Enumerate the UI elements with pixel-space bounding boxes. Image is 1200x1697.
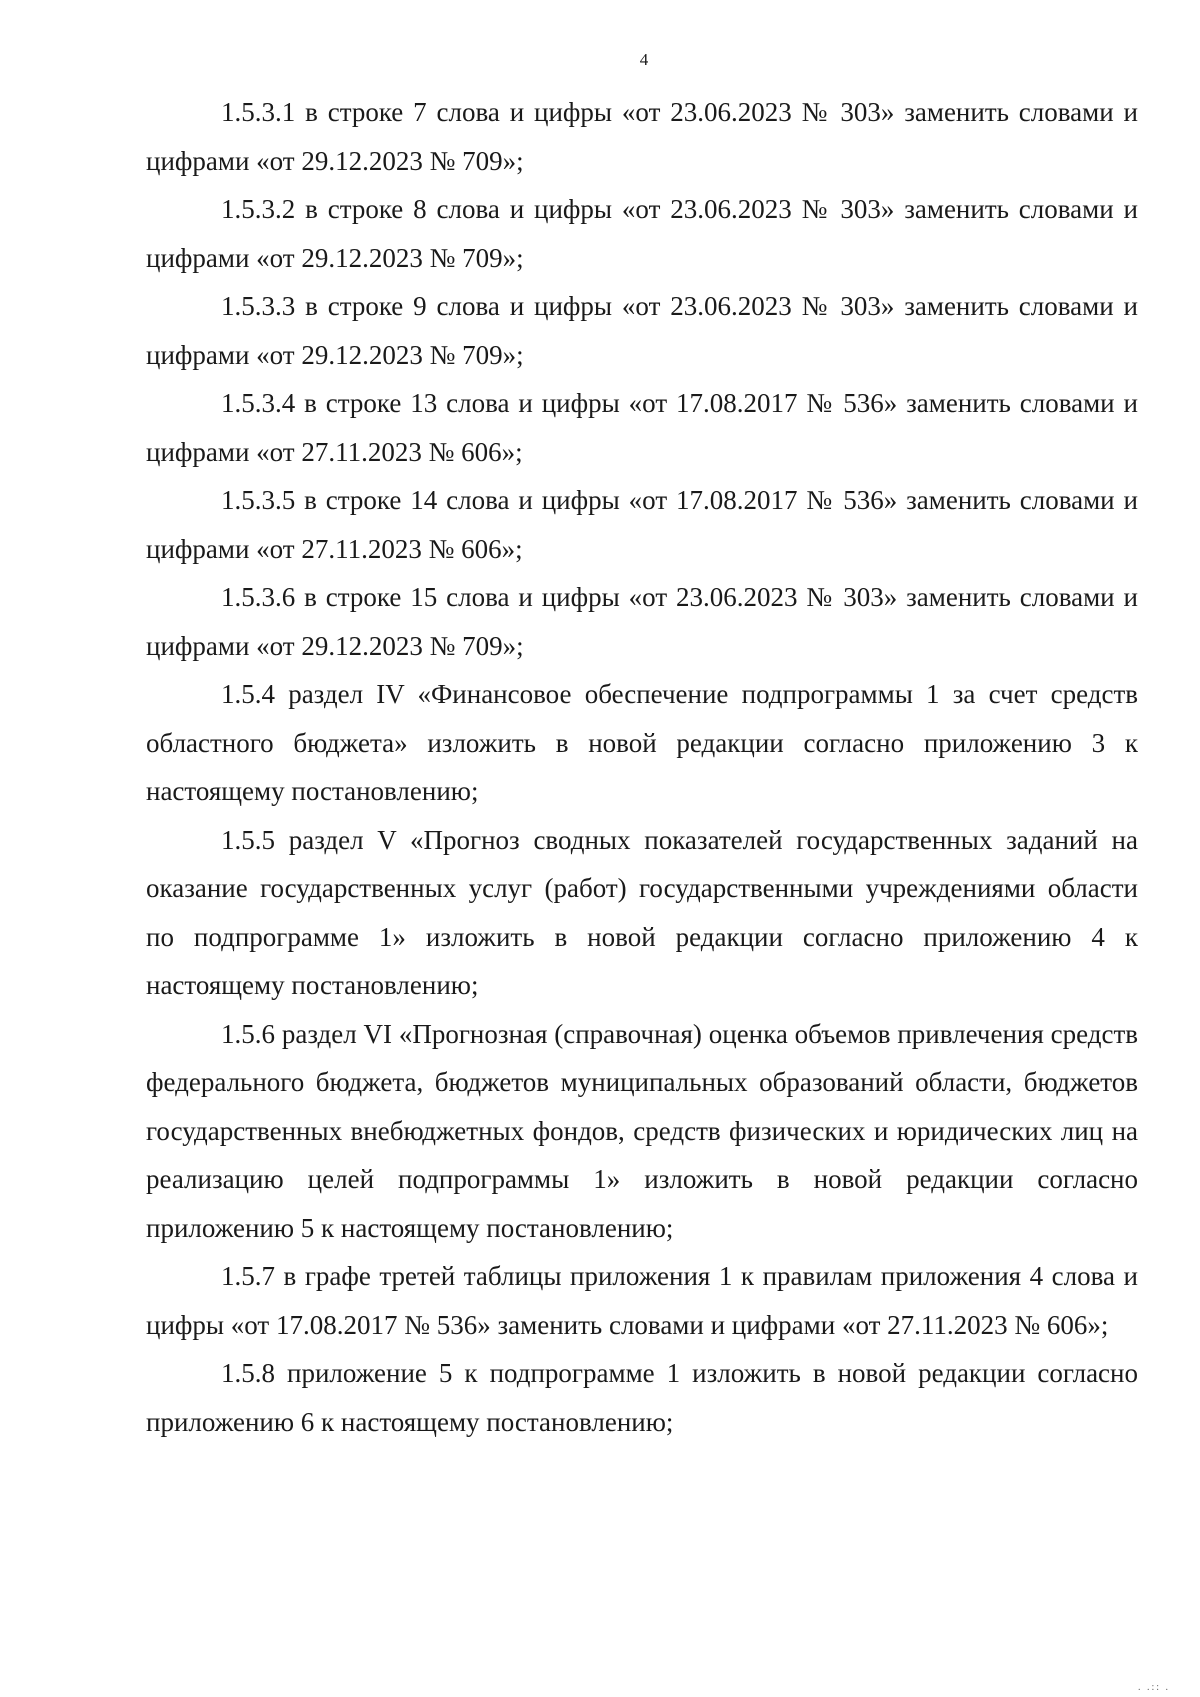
paragraph-1-5-3-5: 1.5.3.5 в строке 14 слова и цифры «от 17.08.2017 № 536» заменить словами и цифрами «от 27.11.2023 № 606»;: [146, 485, 1138, 564]
paragraph-1-5-3-2: 1.5.3.2 в строке 8 слова и цифры «от 23.06.2023 № 303» заменить словами и цифрами «от 29.12.2023 № 709»;: [146, 194, 1138, 273]
paragraph-1-5-3-1: 1.5.3.1 в строке 7 слова и цифры «от 23.06.2023 № 303» заменить словами и цифрами «от 29.12.2023 № 709»;: [146, 97, 1138, 176]
paragraph-1-5-4: 1.5.4 раздел IV «Финансовое обеспечение подпрограммы 1 за счет средств областного бюджета» изложить в новой редакции согласно приложению 3 к настоящему постановлению;: [146, 679, 1138, 806]
scan-artifact: . .:: .: [1137, 1682, 1170, 1693]
paragraph-1-5-7: 1.5.7 в графе третей таблицы приложения 1 к правилам приложения 4 слова и цифры «от 17.08.2017 № 536» заменить словами и цифрами «от 27.11.2023 № 606»;: [146, 1261, 1138, 1340]
paragraph-1-5-3-6: 1.5.3.6 в строке 15 слова и цифры «от 23.06.2023 № 303» заменить словами и цифрами «от 29.12.2023 № 709»;: [146, 582, 1138, 661]
paragraph-1-5-5: 1.5.5 раздел V «Прогноз сводных показателей государственных заданий на оказание государственных услуг (работ) государственными учреждениями области по подпрограмме 1» изложить в новой редакции согласно приложению 4 к настоящему постановлению;: [146, 824, 1138, 1000]
paragraph-1-5-8: 1.5.8 приложение 5 к подпрограмме 1 изложить в новой редакции согласно приложению 6 к настоящему постановлению;: [146, 1358, 1138, 1437]
paragraph-1-5-6: 1.5.6 раздел VI «Прогнозная (справочная) оценка объемов привлечения средств федерального бюджета, бюджетов муниципальных образований области, бюджетов государственных внебюджетных фондов, средств физических и юридических лиц на реализацию целей подпрограммы 1» изложить в новой редакции согласно приложению 5 к настоящему постановлению;: [146, 1018, 1138, 1243]
paragraph-1-5-3-4: 1.5.3.4 в строке 13 слова и цифры «от 17.08.2017 № 536» заменить словами и цифрами «от 27.11.2023 № 606»;: [146, 388, 1138, 467]
page-number: 4: [639, 50, 649, 69]
document-body: [146, 88, 1138, 1446]
paragraph-1-5-3-3: 1.5.3.3 в строке 9 слова и цифры «от 23.06.2023 № 303» заменить словами и цифрами «от 29.12.2023 № 709»;: [146, 291, 1138, 370]
